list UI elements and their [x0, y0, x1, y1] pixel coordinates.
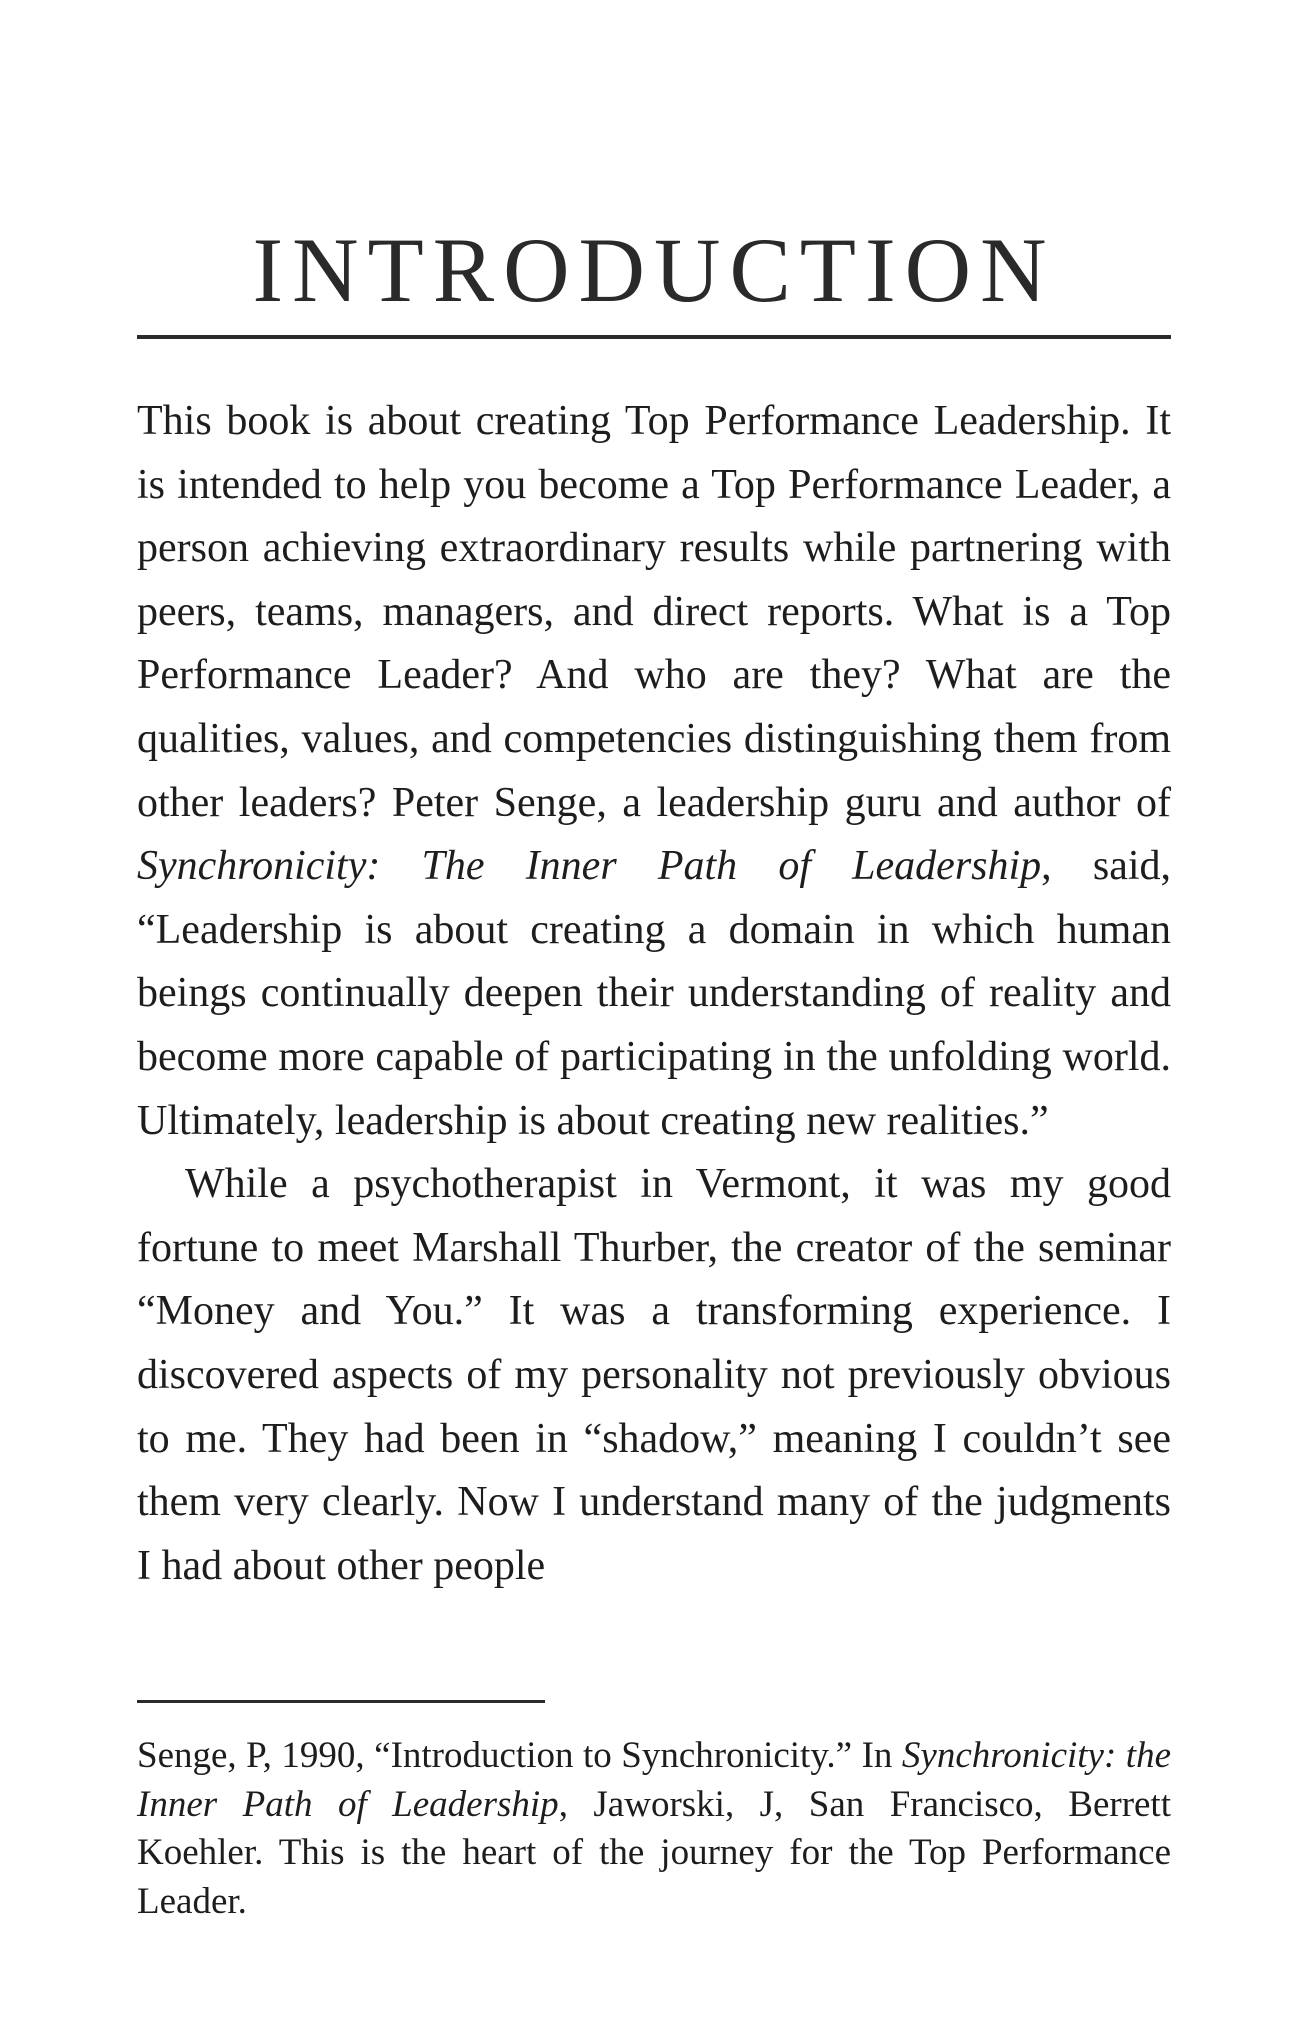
- paragraph-2: While a psychotherapist in Vermont, it was my good fortune to meet Marshall Thurber, the creator of the seminar “Money and You.” It was a transforming experience. I discovered aspects of my personality not previously obvious to me. They had been in “shadow,” meaning I couldn’t see them very clearly. Now I understand many of the judgments I had about other people: [137, 1161, 1171, 1589]
- chapter-title: INTRODUCTION: [252, 219, 1056, 321]
- footnote-divider: [137, 1700, 545, 1703]
- paragraph-1: [137, 390, 1171, 1153]
- body-text: [137, 390, 1171, 1598]
- paragraph-1-text-a: This book is about creating Top Performance Leadership. It is intended to help you become a Top Performance Leader, a person achieving extraordinary results while partnering with peers, teams, managers, and direct reports. What is a Top Performance Leader? And who are they? What are the qualities, values, and competencies distinguishing them from other leaders? Peter Senge, a leadership guru and author of: [137, 398, 1171, 826]
- footnote-text-a: Senge, P, 1990, “Introduction to Synchronicity.” In: [137, 1735, 902, 1776]
- paragraph-1-book-title: Synchronicity: The Inner Path of Leadership: [137, 843, 1042, 890]
- footnote-text-b: , Jaworski, J, San Francisco, Berrett Koehler. This is the heart of the journey for the Top Performance Leader.: [137, 1783, 1171, 1922]
- footnote-book-title: Synchronicity: the Inner Path of Leadership: [137, 1735, 1171, 1825]
- paragraph-1-text-b: , said, “Leadership is about creating a domain in which human beings continually deepen their understanding of reality and become more capable of participating in the unfolding world. Ultimately, leadership is about creating new realities.”: [137, 843, 1171, 1144]
- footnote: [137, 1732, 1171, 1926]
- title-underline: [137, 335, 1171, 339]
- chapter-heading: [137, 205, 1171, 340]
